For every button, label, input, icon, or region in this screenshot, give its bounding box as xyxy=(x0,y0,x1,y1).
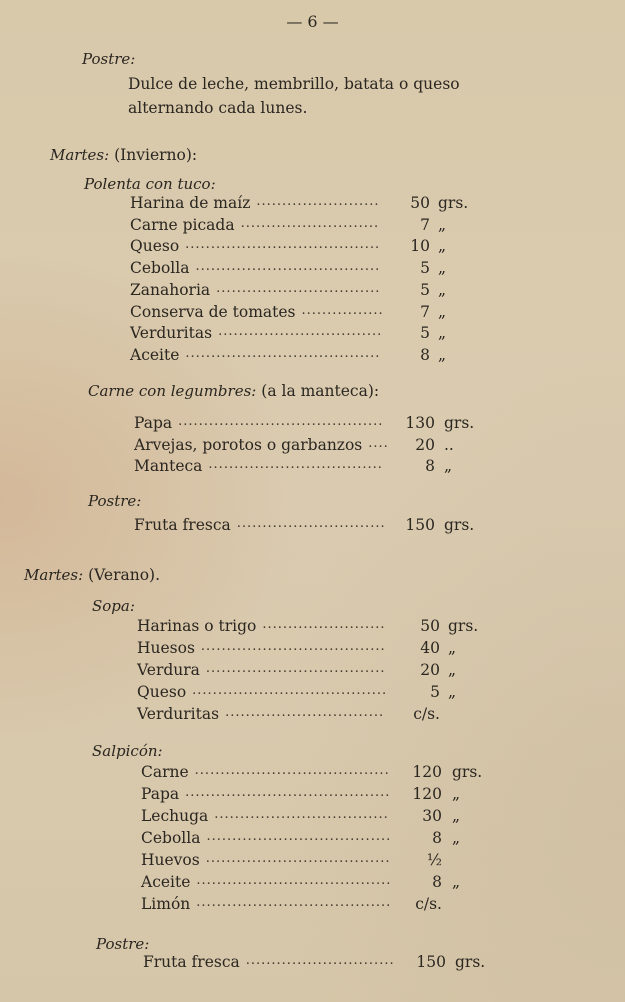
leader-dots: ........................................ xyxy=(185,785,391,800)
ingredient-unit: grs. xyxy=(452,763,483,781)
heading-martes-verano xyxy=(24,566,160,584)
leader-dots: ............................. xyxy=(236,516,386,531)
ingredient-name: Carne xyxy=(141,763,189,781)
leader-dots: .................................... xyxy=(205,851,391,866)
ingredient-unit: grs. xyxy=(448,617,479,635)
leader-dots: .................................. xyxy=(214,807,389,822)
heading-polenta: Polenta con tuco: xyxy=(84,175,216,193)
ingredient-quantity: 7 xyxy=(420,215,430,234)
ingredient-row xyxy=(141,763,492,785)
ingredient-unit: grs. xyxy=(444,516,475,534)
ingredient-row xyxy=(134,414,484,436)
ingredient-unit: grs. xyxy=(444,414,475,432)
ingredient-name: Manteca xyxy=(134,457,203,475)
ingredient-name: Papa xyxy=(141,785,180,803)
leader-dots: ................................ xyxy=(216,280,381,296)
ingredient-unit: „ xyxy=(438,259,447,278)
ingredient-unit: „ xyxy=(452,807,461,825)
ingredient-quantity: c/s. xyxy=(413,705,440,723)
leader-dots: ...................................... xyxy=(192,683,388,698)
ingredient-row xyxy=(141,851,492,873)
ingredient-name: Conserva de tomates xyxy=(130,302,296,321)
ingredient-unit: „ xyxy=(438,215,447,234)
leader-dots: ................................... xyxy=(205,661,386,676)
ingredient-row xyxy=(141,807,492,829)
ingredient-name: Verdura xyxy=(137,661,200,679)
ingredient-quantity: 50 xyxy=(420,617,440,635)
ingredient-row xyxy=(141,829,492,851)
heading-martes-invierno xyxy=(50,146,197,164)
ingredient-quantity: 10 xyxy=(410,237,430,256)
ingredient-name: Fruta fresca xyxy=(134,516,231,534)
ingredient-quantity: 5 xyxy=(420,280,430,299)
ingredient-quantity: 50 xyxy=(410,194,430,212)
ingredient-quantity: ½ xyxy=(426,851,442,869)
ingredient-row xyxy=(137,661,488,683)
ingredient-unit: „ xyxy=(448,639,457,657)
ingredient-unit: .. xyxy=(444,435,454,454)
leader-dots: ........................................ xyxy=(178,414,384,429)
postre-lunes-text-2: alternando cada lunes. xyxy=(128,99,308,117)
leader-dots: .................................... xyxy=(200,639,386,654)
ingredient-quantity: 40 xyxy=(420,639,440,657)
ingredient-unit: „ xyxy=(444,457,453,475)
ingredient-row xyxy=(130,237,478,259)
ingredient-row xyxy=(130,303,478,325)
heading-postre-lunes: Postre: xyxy=(82,50,136,68)
ingredient-row xyxy=(130,259,478,281)
ingredient-quantity: 8 xyxy=(420,345,430,364)
ingredient-row xyxy=(130,216,478,238)
ingredient-name: Arvejas, porotos o garbanzos xyxy=(134,435,363,454)
ingredient-unit: „ xyxy=(452,785,461,803)
ingredient-unit: „ xyxy=(438,237,447,256)
ingredient-unit: „ xyxy=(452,873,461,891)
ingredient-quantity: 8 xyxy=(432,873,442,891)
ingredient-quantity: 7 xyxy=(420,302,430,321)
leader-dots: .................................... xyxy=(195,259,381,275)
leader-dots: ...................................... xyxy=(196,895,392,910)
ingredient-row xyxy=(134,436,484,458)
leader-dots: ................................ xyxy=(218,324,383,340)
ingredient-row xyxy=(137,705,488,727)
leader-dots: ........................ xyxy=(262,617,386,632)
heading-postre-invierno: Postre: xyxy=(88,492,142,510)
leader-dots: ............................... xyxy=(225,705,385,720)
ingredient-name: Aceite xyxy=(130,345,180,364)
ingredient-row xyxy=(130,281,478,303)
ingredient-quantity: 8 xyxy=(432,829,442,847)
ingredient-quantity: 5 xyxy=(430,683,440,701)
ingredient-name: Huevos xyxy=(141,851,200,869)
ingredient-name: Harina de maíz xyxy=(130,194,251,212)
ingredient-quantity: 20 xyxy=(420,661,440,679)
heading-carne-con-legumbres xyxy=(88,382,379,400)
ingredient-quantity: 120 xyxy=(412,785,442,803)
ingredient-row xyxy=(141,785,492,807)
ingredient-unit: grs. xyxy=(455,953,486,971)
ingredient-unit: „ xyxy=(448,661,457,679)
ingredient-row xyxy=(134,516,484,538)
ingredient-row xyxy=(141,895,492,917)
ingredient-name: Harinas o trigo xyxy=(137,617,257,635)
leader-dots: ........................ xyxy=(256,194,380,209)
leader-dots: ...................................... xyxy=(185,237,381,253)
ingredient-quantity: 150 xyxy=(416,953,446,971)
leader-dots: ...................................... xyxy=(185,345,381,361)
ingredient-name: Huesos xyxy=(137,639,195,657)
ingredient-row xyxy=(130,324,478,346)
martes-label: Martes: xyxy=(50,146,110,164)
ingredient-row xyxy=(143,953,495,975)
ingredient-name: Queso xyxy=(130,237,180,256)
ingredient-name: Cebolla xyxy=(130,259,190,278)
leader-dots: .... xyxy=(368,435,389,451)
ingredient-row xyxy=(137,617,488,639)
ingredient-name: Queso xyxy=(137,683,187,701)
ingredient-quantity: 5 xyxy=(420,324,430,343)
ingredient-row xyxy=(134,457,484,479)
carne-con-legumbres-label: Carne con legumbres: xyxy=(88,382,257,400)
leader-dots: ...................................... xyxy=(194,763,390,778)
ingredient-name: Carne picada xyxy=(130,215,235,234)
martes-note: (Invierno): xyxy=(114,146,198,164)
leader-dots: ........................... xyxy=(240,215,380,231)
ingredient-name: Limón xyxy=(141,895,191,913)
leader-dots: ................ xyxy=(301,302,384,318)
ingredient-unit: „ xyxy=(438,302,447,321)
ingredient-quantity: 20 xyxy=(415,435,435,454)
leader-dots: ...................................... xyxy=(196,873,392,888)
ingredient-quantity: 130 xyxy=(405,414,435,432)
ingredient-row xyxy=(137,683,488,705)
heading-postre-verano: Postre: xyxy=(96,935,150,953)
leader-dots: ............................. xyxy=(245,953,395,968)
ingredient-name: Verduritas xyxy=(137,705,220,723)
ingredient-name: Fruta fresca xyxy=(143,953,240,971)
martes-verano-note: (Verano). xyxy=(88,566,161,584)
postre-lunes-text-1: Dulce de leche, membrillo, batata o queso xyxy=(128,75,460,93)
ingredient-quantity: 150 xyxy=(405,516,435,534)
ingredient-quantity: 30 xyxy=(422,807,442,825)
ingredient-unit: „ xyxy=(438,345,447,364)
ingredient-name: Zanahoria xyxy=(130,280,211,299)
leader-dots: .................................... xyxy=(206,829,392,844)
martes-verano-label: Martes: xyxy=(24,566,84,584)
ingredient-row xyxy=(130,346,478,368)
leader-dots: .................................. xyxy=(208,457,383,472)
ingredient-unit: „ xyxy=(448,683,457,701)
ingredient-unit: „ xyxy=(438,324,447,343)
ingredient-name: Aceite xyxy=(141,873,191,891)
ingredient-row xyxy=(130,194,478,216)
ingredient-quantity: 120 xyxy=(412,763,442,781)
page-number: — 6 — xyxy=(286,12,339,31)
ingredient-name: Cebolla xyxy=(141,829,201,847)
ingredient-unit: „ xyxy=(452,829,461,847)
ingredient-name: Papa xyxy=(134,414,173,432)
carne-con-legumbres-note: (a la manteca): xyxy=(261,382,380,400)
heading-sopa: Sopa: xyxy=(92,597,135,615)
ingredient-quantity: 8 xyxy=(425,457,435,475)
ingredient-unit: „ xyxy=(438,280,447,299)
ingredient-unit: grs. xyxy=(438,194,469,212)
ingredient-name: Lechuga xyxy=(141,807,209,825)
ingredient-name: Verduritas xyxy=(130,324,213,343)
ingredient-quantity: 5 xyxy=(420,259,430,278)
ingredient-quantity: c/s. xyxy=(415,895,442,913)
ingredient-row xyxy=(141,873,492,895)
heading-salpicon: Salpicón: xyxy=(92,742,163,760)
ingredient-row xyxy=(137,639,488,661)
